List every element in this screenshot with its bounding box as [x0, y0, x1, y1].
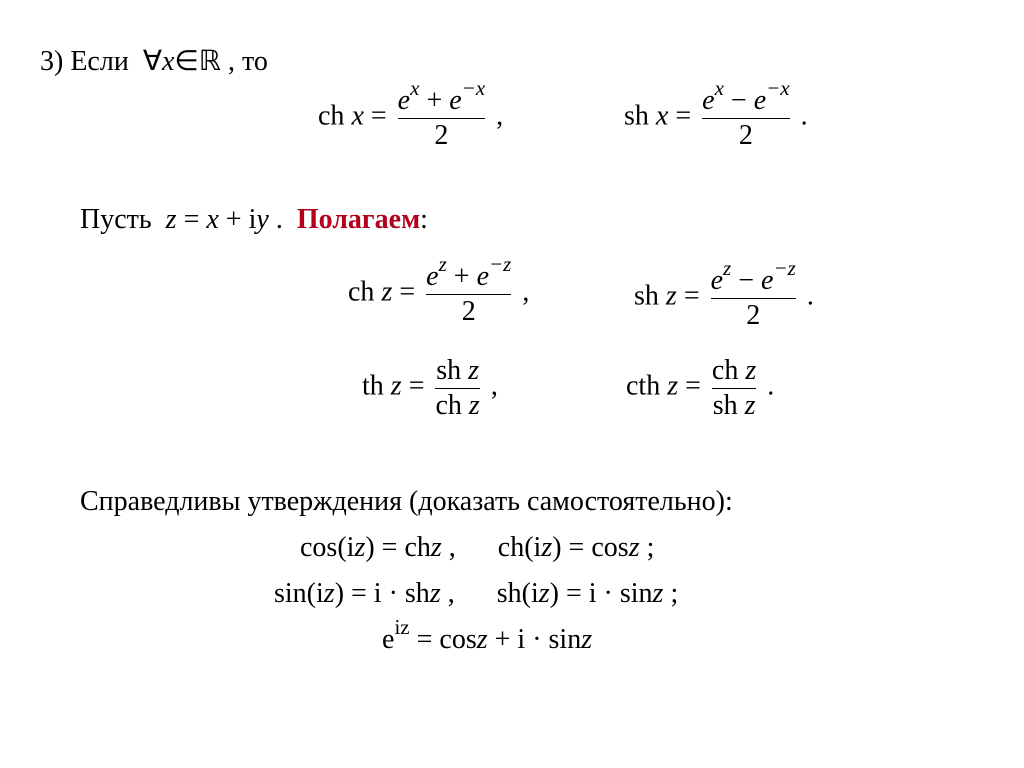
punctuation: .	[767, 370, 775, 402]
equals-sign: =	[183, 204, 200, 235]
denominator: 2	[746, 299, 761, 331]
formula-th-z	[362, 354, 498, 422]
formula-ch-x	[318, 76, 504, 152]
var-z: z	[323, 578, 335, 609]
var-x: x	[206, 204, 219, 235]
operator: −	[730, 85, 747, 116]
reals-symbol: ℝ	[198, 46, 221, 77]
var-z: z	[628, 532, 640, 563]
fn-arg: z	[468, 355, 480, 386]
fn-name: cth	[626, 370, 661, 402]
exp-base: e	[382, 624, 395, 655]
expr-part: + i · sin	[487, 624, 582, 655]
var-z: z	[652, 578, 664, 609]
var-z: z	[429, 578, 441, 609]
fraction	[712, 354, 756, 422]
equals-sign: =	[675, 100, 692, 132]
punctuation: ,	[490, 370, 498, 402]
exp-base: e	[397, 85, 411, 116]
fn-name: ch	[435, 389, 462, 421]
var-z: z	[581, 624, 593, 655]
fn-name: sh	[634, 280, 659, 312]
equals-sign: =	[683, 280, 700, 312]
expr-part: sh(i	[496, 578, 539, 609]
fn-arg: x	[351, 100, 364, 132]
exponent: z	[438, 252, 447, 276]
fraction	[397, 76, 486, 152]
exponent: z	[723, 256, 732, 280]
formula-cth-z	[626, 354, 774, 422]
punctuation: .	[275, 204, 283, 235]
denominator	[435, 389, 479, 423]
exponent: −x	[766, 76, 790, 100]
exp-base: e	[426, 261, 439, 292]
fn-name: sh	[436, 355, 462, 386]
formula-sh-x	[624, 76, 808, 152]
var-y: y	[256, 204, 269, 235]
fn-arg: z	[745, 355, 757, 386]
fn-arg: z	[667, 370, 679, 402]
intro-prefix: 3) Если	[40, 46, 129, 77]
equals-sign: =	[408, 370, 425, 402]
exp-base: e	[761, 265, 774, 296]
intro-line	[40, 44, 268, 78]
intro-var: x	[161, 46, 175, 77]
expr-part: ch(i	[497, 532, 542, 563]
fn-arg: z	[468, 389, 480, 421]
exponent: x	[410, 76, 420, 100]
plus-sign: +	[225, 204, 242, 235]
punctuation: ,	[440, 578, 455, 609]
fn-name: ch	[318, 100, 345, 132]
expr-part: cos(i	[300, 532, 355, 563]
element-of-symbol: ∈	[174, 46, 199, 77]
fn-arg: z	[744, 389, 756, 421]
expr-part: ) = i · sin	[549, 578, 653, 609]
formula-ch-z	[348, 252, 530, 328]
denominator: 2	[434, 119, 449, 151]
fraction	[710, 256, 796, 332]
var-z: z	[430, 532, 442, 563]
punctuation: ;	[639, 532, 655, 563]
statements-heading: Справедливы утверждения (доказать самостоятельно):	[80, 486, 733, 517]
emphasis-word: Полагаем	[296, 204, 421, 235]
var-z: z	[354, 532, 366, 563]
exponent: −x	[461, 76, 486, 100]
operator: −	[738, 265, 755, 296]
fn-name: ch	[711, 355, 739, 386]
punctuation: ,	[441, 532, 456, 563]
exp-base: e	[710, 265, 724, 296]
exponent: iz	[394, 615, 410, 639]
punctuation: ;	[663, 578, 679, 609]
exponent: −z	[489, 252, 512, 276]
expr-part: ) = i · sh	[334, 578, 430, 609]
fraction	[702, 76, 790, 152]
numerator	[397, 76, 486, 118]
var-z: z	[476, 624, 488, 655]
equals-sign: =	[370, 100, 387, 132]
intro-suffix: , то	[227, 46, 268, 77]
numerator	[712, 354, 756, 388]
expr-part: sin(i	[274, 578, 324, 609]
expr-part: = cos	[409, 624, 477, 655]
imaginary-unit: i	[248, 204, 257, 235]
operator: +	[453, 261, 470, 292]
formula-sh-z	[634, 256, 814, 332]
fn-arg: z	[381, 276, 393, 308]
numerator	[426, 252, 512, 294]
var-z: z	[541, 532, 553, 563]
statement-euler	[382, 615, 593, 656]
fn-name: sh	[712, 389, 738, 421]
punctuation: .	[806, 280, 814, 312]
let-word: Пусть	[80, 204, 152, 235]
punctuation: :	[420, 204, 428, 235]
numerator	[710, 256, 796, 298]
fn-arg: x	[655, 100, 669, 132]
numerator	[702, 76, 790, 118]
var-z: z	[538, 578, 550, 609]
fn-name: th	[362, 370, 384, 402]
punctuation: ,	[522, 276, 530, 308]
exp-base: e	[476, 261, 489, 292]
denominator	[713, 389, 756, 423]
fn-arg: z	[665, 280, 677, 312]
exp-base: e	[753, 85, 767, 116]
punctuation: ,	[496, 100, 504, 132]
var-z: z	[165, 204, 177, 235]
numerator	[436, 354, 479, 388]
exponent: x	[714, 76, 724, 100]
expr-part: ) = cos	[552, 532, 629, 563]
fn-name: ch	[348, 276, 375, 308]
exp-base: e	[702, 85, 715, 116]
expr-part: ) = ch	[365, 532, 431, 563]
punctuation: .	[800, 100, 808, 132]
exponent: −z	[773, 256, 796, 280]
fraction	[426, 252, 512, 328]
forall-symbol: ∀	[142, 46, 162, 77]
let-line	[80, 204, 428, 236]
operator: +	[426, 85, 443, 116]
statement-cos-ch	[300, 532, 654, 564]
equals-sign: =	[685, 370, 701, 402]
denominator: 2	[738, 119, 753, 151]
fn-arg: z	[390, 370, 402, 402]
denominator: 2	[461, 295, 476, 327]
fraction	[435, 354, 479, 422]
statement-sin-sh	[274, 578, 678, 610]
fn-name: sh	[624, 100, 649, 132]
exp-base: e	[449, 85, 462, 116]
equals-sign: =	[399, 276, 416, 308]
